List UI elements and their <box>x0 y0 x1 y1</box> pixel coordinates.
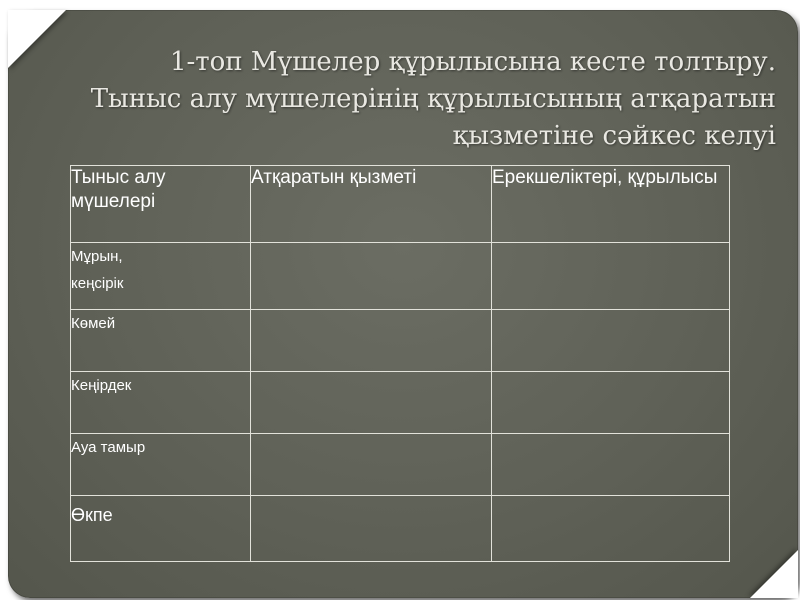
organ-name-line-1: Мұрын, <box>71 248 123 265</box>
cell-function[interactable] <box>251 496 492 562</box>
cell-function[interactable] <box>251 372 492 434</box>
header-function: Атқаратын қызметі <box>251 166 492 243</box>
cell-features[interactable] <box>492 243 730 310</box>
cell-organ[interactable] <box>71 243 251 310</box>
cell-features[interactable] <box>492 372 730 434</box>
title-line-1: 1-топ Мүшелер құрылысына кесте толтыру. <box>169 47 776 77</box>
cell-organ[interactable]: Кеңірдек <box>71 372 251 434</box>
cell-features[interactable] <box>492 310 730 372</box>
table-row <box>71 434 730 496</box>
table-row <box>71 310 730 372</box>
header-organs: Тыныс алу мүшелері <box>71 166 251 243</box>
organs-table <box>70 165 730 562</box>
organ-name-line-2: кеңсірік <box>71 275 124 292</box>
table-row <box>71 372 730 434</box>
cell-organ[interactable]: Көмей <box>71 310 251 372</box>
cell-organ[interactable]: Өкпе <box>71 496 251 562</box>
cell-function[interactable] <box>251 434 492 496</box>
title-line-2: Тыныс алу мүшелерінің құрылысының атқаратын <box>90 84 776 114</box>
table-row <box>71 243 730 310</box>
slide-title <box>40 44 776 155</box>
header-features: Ерекшеліктері, құрылысы <box>492 166 730 243</box>
table-header-row <box>71 166 730 243</box>
folded-corner-bottom-right <box>750 550 798 598</box>
cell-features[interactable] <box>492 496 730 562</box>
cell-features[interactable] <box>492 434 730 496</box>
cell-function[interactable] <box>251 310 492 372</box>
cell-function[interactable] <box>251 243 492 310</box>
title-line-3: қызметіне сәйкес келуі <box>452 121 776 151</box>
cell-organ[interactable]: Ауа тамыр <box>71 434 251 496</box>
table-row <box>71 496 730 562</box>
